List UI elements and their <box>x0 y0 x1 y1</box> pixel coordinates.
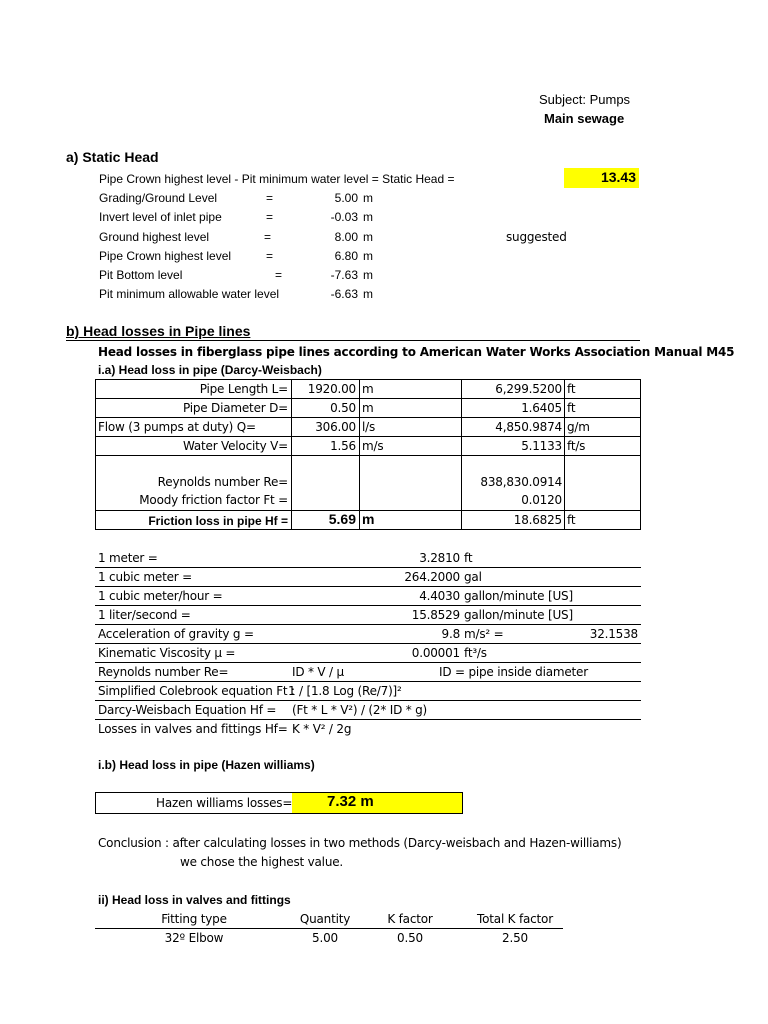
row-label: Invert level of inlet pipe <box>99 210 222 224</box>
row-divider <box>95 455 641 456</box>
row-divider <box>95 605 641 606</box>
row-divider <box>95 417 641 418</box>
equation-expr: K * V² / 2g <box>292 722 352 736</box>
conclusion-line-2: we chose the highest value. <box>180 855 344 869</box>
row-divider <box>95 624 641 625</box>
constant-extra: 32.1538 <box>589 627 638 641</box>
cell-si-unit: l/s <box>362 420 376 434</box>
cell-us-unit: ft <box>567 401 576 415</box>
row-divider <box>95 398 641 399</box>
row-value: 5.00 <box>334 191 358 205</box>
cell-us-unit: ft <box>567 513 576 527</box>
cell-us: 1.6405 <box>521 401 562 415</box>
row-divider <box>95 719 641 720</box>
hazen-label: Hazen williams losses= <box>156 796 293 810</box>
cell-us: 5.1133 <box>521 439 562 453</box>
row-divider <box>95 643 641 644</box>
cell-si: 1920.00 <box>307 382 356 396</box>
cell-fitting-type: 32º Elbow <box>164 931 224 945</box>
cell-quantity: 5.00 <box>312 931 338 945</box>
constant-unit: gallon/minute [US] <box>464 608 573 622</box>
cell-us-unit: g/m <box>567 420 590 434</box>
row-note: suggested <box>506 230 567 244</box>
row-unit: m <box>363 249 373 263</box>
darcy-heading: i.a) Head loss in pipe (Darcy-Weisbach) <box>98 363 322 377</box>
cell-k-factor: 0.50 <box>397 931 423 945</box>
row-value: -6.63 <box>330 287 358 301</box>
cell-label: Flow (3 pumps at duty) Q= <box>98 420 256 434</box>
row-divider <box>95 681 641 682</box>
cell-si: 1.56 <box>330 439 356 453</box>
row-label: Ground highest level <box>99 230 210 244</box>
row-label: Pit Bottom level <box>99 268 183 282</box>
column-header: Total K factor <box>477 912 553 926</box>
cell-us: 6,299.5200 <box>495 382 562 396</box>
constant-value: 264.2000 <box>404 570 460 584</box>
cell-label: Friction loss in pipe Hf = <box>148 514 288 528</box>
constant-unit: ft³/s <box>464 646 487 660</box>
row-value: -7.63 <box>330 268 358 282</box>
row-eq: = <box>266 191 274 205</box>
row-eq: = <box>275 268 283 282</box>
equation-label: Reynolds number Re= <box>98 665 229 679</box>
conclusion-line-1: Conclusion : after calculating losses in two methods (Darcy-weisbach and Hazen-williams) <box>98 836 622 850</box>
row-divider <box>95 567 641 568</box>
fittings-heading: ii) Head loss in valves and fittings <box>98 893 291 907</box>
cell-si-unit: m <box>362 401 374 415</box>
cell-us: 0.0120 <box>521 493 562 507</box>
row-label: Pit minimum allowable water level <box>99 287 280 301</box>
row-eq: = <box>266 210 274 224</box>
hazen-highlight <box>292 793 462 813</box>
row-label: Grading/Ground Level <box>99 191 218 205</box>
head-losses-divider <box>66 340 640 341</box>
constant-label: 1 cubic meter/hour = <box>98 589 223 603</box>
equation-expr: (Ft * L * V²) / (2* ID * g) <box>292 703 428 717</box>
equation-expr: ID * V / μ <box>292 665 344 679</box>
constant-label: 1 cubic meter = <box>98 570 192 584</box>
hazen-value: 7.32 m <box>327 793 374 810</box>
equation-expr: 1 / [1.8 Log (Re/7)]² <box>288 684 402 698</box>
cell-us-unit: ft <box>567 382 576 396</box>
row-unit: m <box>363 230 373 244</box>
cell-label: Reynolds number Re= <box>157 475 288 489</box>
row-divider <box>95 436 641 437</box>
cell-us-unit: ft/s <box>567 439 586 453</box>
constant-label: 1 meter = <box>98 551 158 565</box>
constant-unit: m/s² = <box>464 627 504 641</box>
cell-si: 5.69 <box>328 511 356 527</box>
row-divider <box>95 586 641 587</box>
constant-unit: gal <box>464 570 482 584</box>
cell-si: 306.00 <box>315 420 356 434</box>
constant-label: 1 liter/second = <box>98 608 191 622</box>
cell-label: Water Velocity V= <box>182 439 288 453</box>
constant-unit: gallon/minute [US] <box>464 589 573 603</box>
cell-label: Pipe Diameter D= <box>182 401 288 415</box>
constant-value: 0.00001 <box>411 646 460 660</box>
column-header: Quantity <box>299 912 351 926</box>
row-unit: m <box>363 268 373 282</box>
equation-note: ID = pipe inside diameter <box>439 665 588 679</box>
column-header: Fitting type <box>161 912 227 926</box>
row-value: 8.00 <box>334 230 358 244</box>
cell-label: Pipe Length L= <box>199 382 288 396</box>
constant-label: Kinematic Viscosity μ = <box>98 646 236 660</box>
row-eq: = <box>266 249 274 263</box>
equation-label: Losses in valves and fittings Hf= <box>98 722 288 736</box>
equation-label: Simplified Colebrook equation Ft : <box>98 684 295 698</box>
row-unit: m <box>363 287 373 301</box>
constant-label: Acceleration of gravity g = <box>98 627 254 641</box>
cell-us: 838,830.0914 <box>480 475 562 489</box>
cell-us: 4,850.9874 <box>495 420 562 434</box>
row-label: Pipe Crown highest level <box>99 249 232 263</box>
row-divider <box>95 700 641 701</box>
hazen-heading: i.b) Head loss in pipe (Hazen williams) <box>98 758 315 772</box>
cell-si-unit: m/s <box>362 439 384 453</box>
row-divider <box>95 662 641 663</box>
subject-label: Subject: Pumps <box>539 92 631 107</box>
cell-si-unit: m <box>362 511 375 527</box>
row-unit: m <box>363 191 373 205</box>
static-head-formula: Pipe Crown highest level - Pit minimum water level = Static Head = <box>99 172 455 186</box>
cell-label: Moody friction factor Ft = <box>139 493 288 507</box>
cell-si: 0.50 <box>330 401 356 415</box>
head-losses-heading: b) Head losses in Pipe lines <box>66 323 251 339</box>
constant-value: 3.2810 <box>419 551 460 565</box>
static-head-heading: a) Static Head <box>66 149 159 165</box>
cell-us: 18.6825 <box>513 513 562 527</box>
equation-label: Darcy-Weisbach Equation Hf = <box>98 703 277 717</box>
header-divider <box>95 928 563 929</box>
row-unit: m <box>363 210 373 224</box>
row-value: 6.80 <box>334 249 358 263</box>
constant-value: 9.8 <box>441 627 460 641</box>
page-title: Main sewage <box>544 111 625 126</box>
column-header: K factor <box>387 912 433 926</box>
head-losses-intro: Head losses in fiberglass pipe lines according to American Water Works Association Manual M45 <box>98 345 735 359</box>
cell-total-k: 2.50 <box>502 931 528 945</box>
constant-value: 15.8529 <box>411 608 460 622</box>
cell-si-unit: m <box>362 382 374 396</box>
row-eq: = <box>264 230 272 244</box>
constant-value: 4.4030 <box>419 589 460 603</box>
row-value: -0.03 <box>330 210 358 224</box>
constant-unit: ft <box>464 551 473 565</box>
static-head-result: 13.43 <box>600 169 636 185</box>
